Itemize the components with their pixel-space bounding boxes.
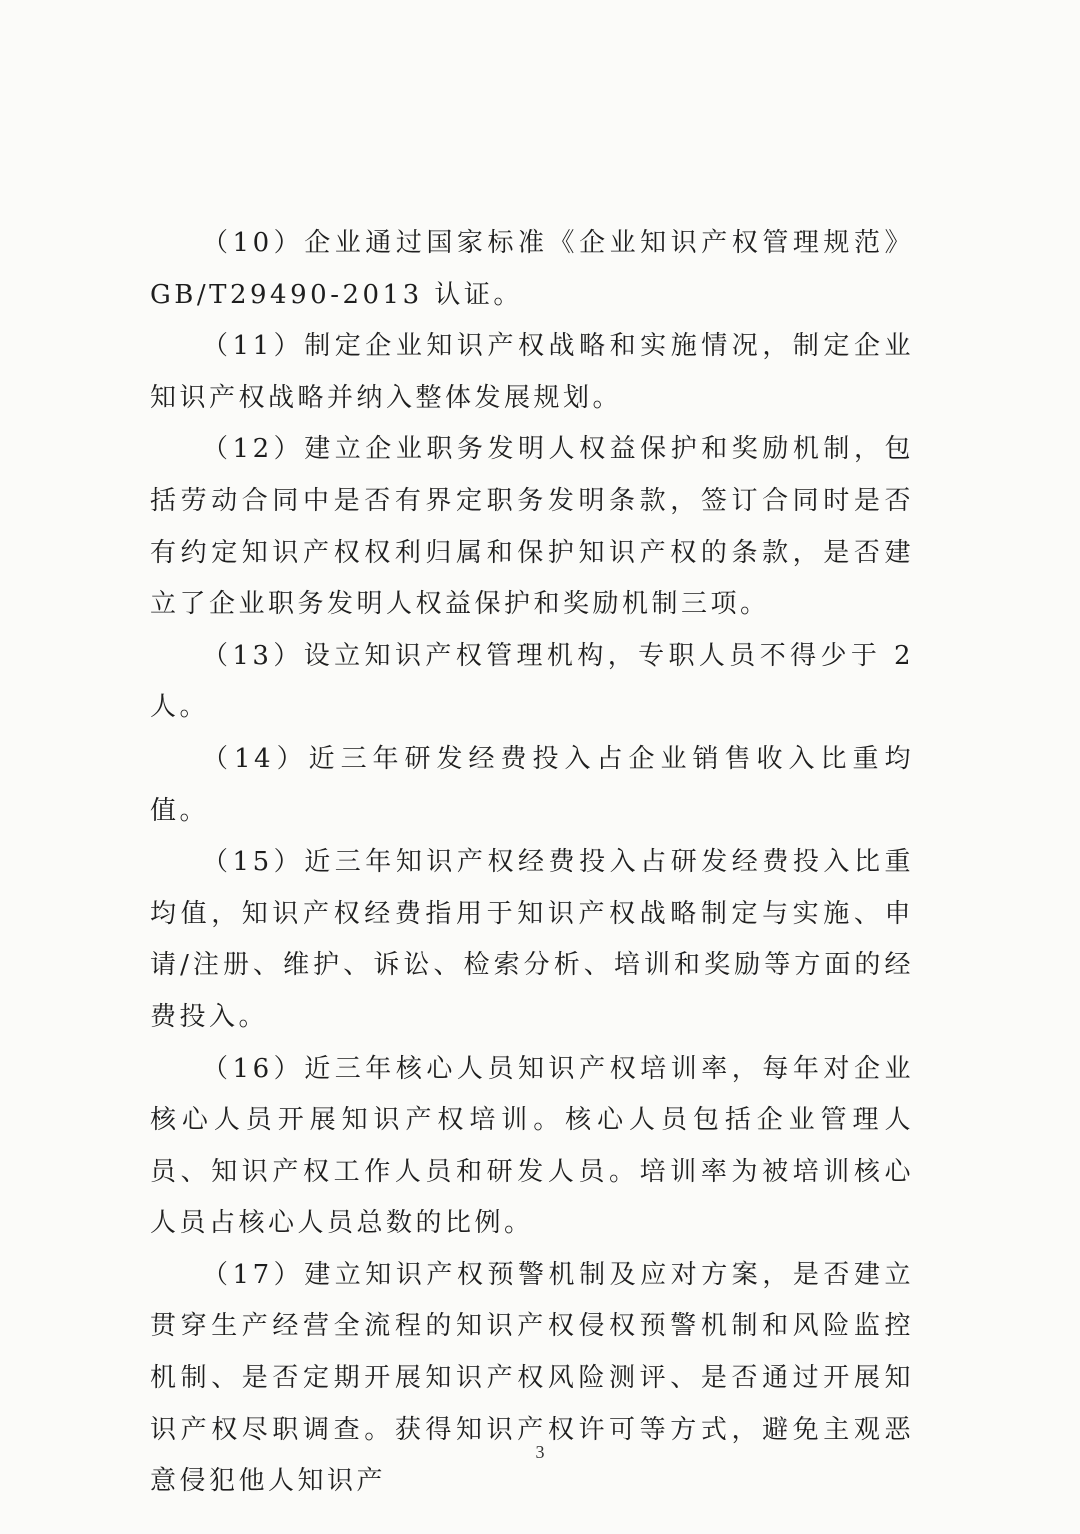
paragraph-15: （15）近三年知识产权经费投入占研发经费投入比重均值，知识产权经费指用于知识产权战略制定与实施、申请/注册、维护、诉讼、检索分析、培训和奖励等方面的经费投入。	[150, 847, 914, 1032]
paragraph-17: （17）建立知识产权预警机制及应对方案，是否建立贯穿生产经营全流程的知识产权侵权预警机制和风险监控机制、是否定期开展知识产权风险测评、是否通过开展知识产权尽职调查。获得知识产权许可等方式，避免主观恶意侵犯他人知识产	[150, 1259, 914, 1497]
paragraph-11: （11）制定企业知识产权战略和实施情况，制定企业知识产权战略并纳入整体发展规划。	[150, 331, 914, 413]
page-number: 3	[535, 1442, 545, 1462]
paragraph-16: （16）近三年核心人员知识产权培训率，每年对企业核心人员开展知识产权培训。核心人员包括企业管理人员、知识产权工作人员和研发人员。培训率为被培训核心人员占核心人员总数的比例。	[150, 1053, 914, 1239]
paragraph-10: （10）企业通过国家标准《企业知识产权管理规范》GB/T29490-2013 认证。	[150, 228, 914, 310]
paragraph-14: （14）近三年研发经费投入占企业销售收入比重均值。	[150, 743, 914, 826]
paragraph-13: （13）设立知识产权管理机构，专职人员不得少于 2 人。	[150, 640, 914, 723]
paragraph-12: （12）建立企业职务发明人权益保护和奖励机制，包括劳动合同中是否有界定职务发明条款，签订合同时是否有约定知识产权权利归属和保护知识产权的条款，是否建立了企业职务发明人权益保护和奖励机制三项。	[150, 434, 914, 620]
page-body	[150, 218, 914, 1508]
